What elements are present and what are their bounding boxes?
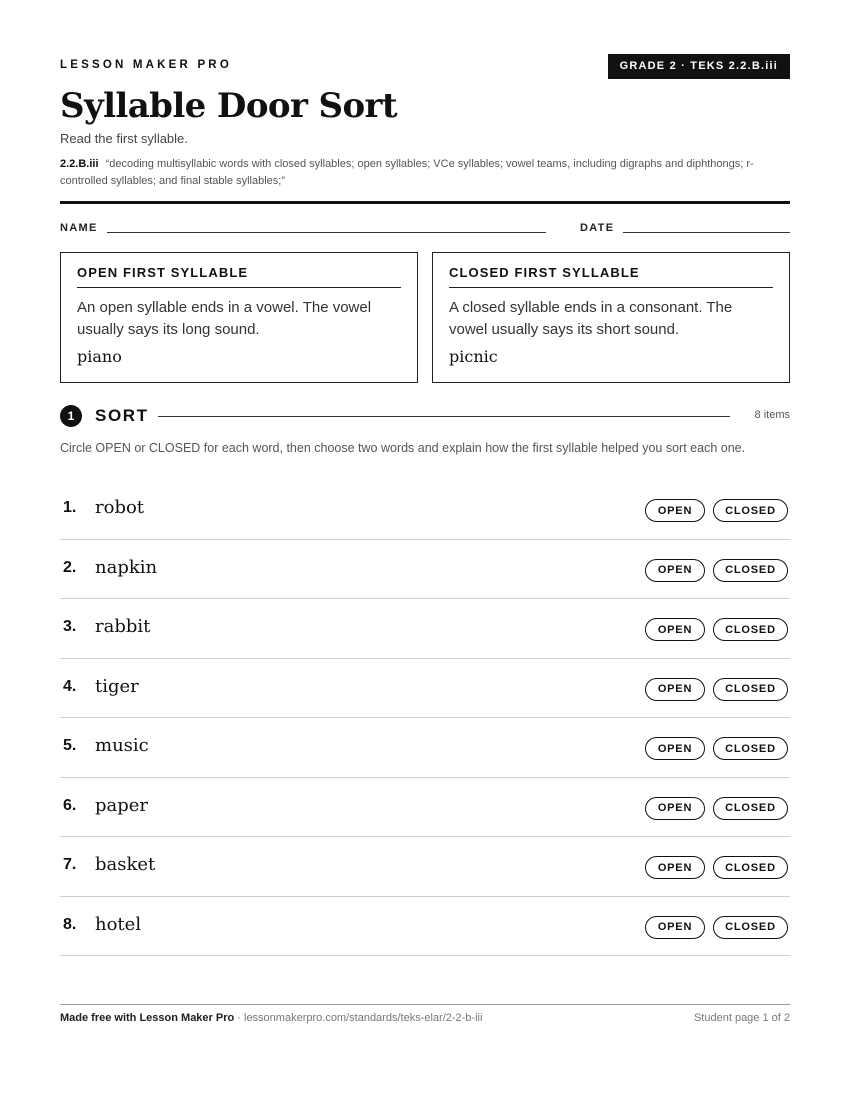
word-row — [60, 540, 790, 600]
word-number: 4. — [63, 677, 77, 695]
open-choice-button[interactable]: OPEN — [645, 559, 705, 582]
closed-choice-button[interactable]: CLOSED — [713, 737, 788, 760]
rule-box-description: A closed syllable ends in a consonant. The vowel usually says its short sound. — [449, 299, 733, 338]
word-row — [60, 659, 790, 719]
word-number: 6. — [63, 796, 77, 814]
footer-page-number: Student page 1 of 2 — [693, 1012, 790, 1024]
open-choice-button[interactable]: OPEN — [645, 499, 705, 522]
word-row — [60, 718, 790, 778]
word-row — [60, 897, 790, 957]
step-number-badge: 1 — [60, 405, 82, 427]
footer-credit — [60, 1012, 482, 1024]
word-text: rabbit — [95, 616, 151, 637]
sort-instructions: Circle OPEN or CLOSED for each word, then choose two words and explain how the first syllable helped you sort each one. — [60, 441, 746, 455]
word-number: 1. — [63, 499, 77, 516]
word-number: 3. — [63, 618, 77, 635]
open-choice-button[interactable]: OPEN — [645, 916, 705, 939]
footer-url: lessonmakerpro.com/standards/teks-elar/2-2-b-iii — [244, 1012, 483, 1024]
footer-made-with: Made free with Lesson Maker Pro — [60, 1012, 235, 1024]
footer-separator: · — [234, 1012, 244, 1024]
closed-choice-button[interactable]: CLOSED — [713, 916, 788, 939]
rule-box-title: OPEN FIRST SYLLABLE — [77, 265, 401, 288]
rule-box-example: piano — [77, 347, 122, 366]
closed-choice-button[interactable]: CLOSED — [713, 856, 788, 879]
closed-choice-button[interactable]: CLOSED — [713, 559, 788, 582]
open-choice-button[interactable]: OPEN — [645, 618, 705, 641]
word-row — [60, 599, 790, 659]
section-divider — [158, 416, 730, 417]
page-title: Syllable Door Sort — [60, 86, 397, 126]
rule-box-description: An open syllable ends in a vowel. The vowel usually says its long sound. — [77, 299, 372, 338]
closed-syllable-rule-box — [432, 252, 790, 383]
word-number: 8. — [63, 915, 77, 933]
date-field[interactable] — [623, 232, 790, 233]
open-choice-button[interactable]: OPEN — [645, 737, 705, 760]
open-syllable-rule-box — [60, 252, 418, 383]
brand-name: LESSON MAKER PRO — [60, 59, 232, 71]
page-subtitle: Read the first syllable. — [60, 131, 188, 146]
rule-box-title: CLOSED FIRST SYLLABLE — [449, 265, 773, 288]
closed-choice-button[interactable]: CLOSED — [713, 797, 788, 820]
open-choice-button[interactable]: OPEN — [645, 797, 705, 820]
word-row — [60, 480, 790, 540]
closed-choice-button[interactable]: CLOSED — [713, 618, 788, 641]
word-text: robot — [95, 497, 145, 518]
sort-section-header — [60, 404, 790, 428]
footer-divider — [60, 1004, 790, 1005]
open-choice-button[interactable]: OPEN — [645, 856, 705, 879]
name-label: NAME — [60, 222, 98, 234]
rule-box-example: picnic — [449, 347, 498, 366]
word-row — [60, 778, 790, 838]
word-text: napkin — [95, 556, 158, 578]
name-date-row — [60, 222, 790, 236]
word-number: 5. — [63, 737, 77, 754]
word-text: basket — [95, 854, 156, 875]
word-text: hotel — [95, 913, 142, 935]
section-title: SORT — [95, 406, 149, 425]
item-count: 8 items — [754, 409, 790, 421]
standard-code: 2.2.B.iii — [60, 158, 99, 170]
header-divider — [60, 201, 790, 204]
standard-description — [60, 156, 790, 190]
grade-badge: GRADE 2 · TEKS 2.2.B.iii — [608, 54, 790, 79]
word-text: music — [95, 735, 149, 756]
date-label: DATE — [580, 222, 615, 234]
open-choice-button[interactable]: OPEN — [645, 678, 705, 701]
word-list — [60, 480, 790, 956]
word-text: tiger — [95, 675, 139, 697]
standard-text: “decoding multisyllabic words with closed syllables; open syllables; VCe syllables; vowel teams, including digraphs and diphthongs; r-controlled syllables; and final stable syllables;” — [60, 158, 754, 187]
name-field[interactable] — [107, 232, 546, 233]
word-number: 7. — [63, 856, 77, 873]
closed-choice-button[interactable]: CLOSED — [713, 499, 788, 522]
closed-choice-button[interactable]: CLOSED — [713, 678, 788, 701]
word-number: 2. — [63, 558, 77, 576]
word-row — [60, 837, 790, 897]
word-text: paper — [95, 794, 149, 816]
